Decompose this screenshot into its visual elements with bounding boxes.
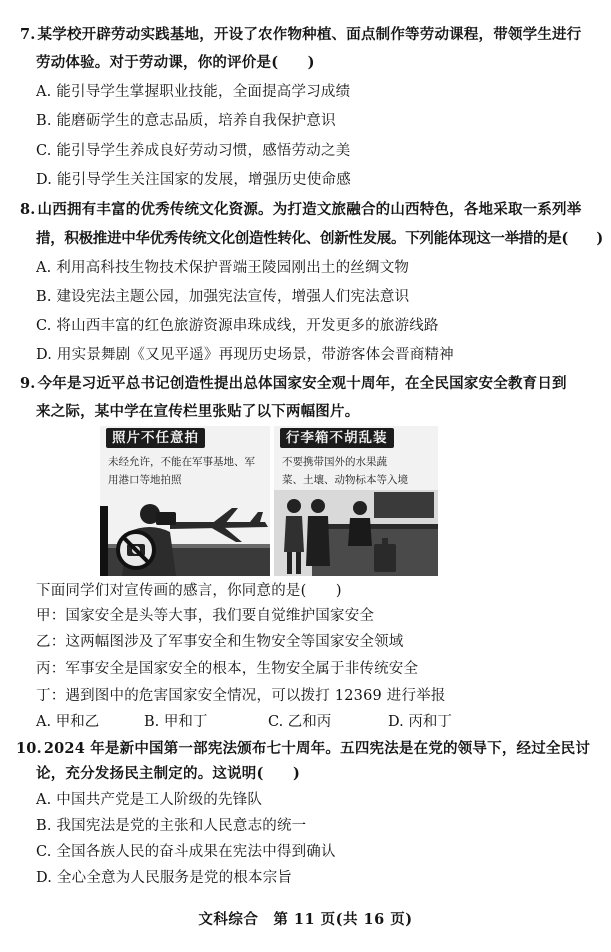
poster-right-text-2: 菜、土壤、动物标本等入境 [282,474,408,486]
page-footer: 文科综合 第 11 页(共 16 页) [198,911,413,928]
q9-statement-bing: 丙：军事安全是国家安全的根本，生物安全属于非传统安全 [36,661,419,677]
poster-right-text-1: 不要携带国外的水果蔬 [282,456,387,468]
poster-left-text-2: 用港口等地拍照 [108,474,182,486]
q10-option-d: D. 全心全意为人民服务是党的根本宗旨 [36,870,293,886]
q8-option-d: D. 用实景舞剧《又见平遥》再现历史场景，带游客体会晋商精神 [36,347,454,363]
q10-stem-text: 2024 年是新中国第一部宪法颁布七十周年。五四宪法是在党的领导下，经过全民讨 [43,740,591,757]
q9-stem-line1 [20,374,567,394]
q7-option-a: A. 能引导学生掌握职业技能，全面提高学习成绩 [36,84,351,100]
q9-choice-c: C. 乙和丙 [268,714,332,730]
poster-luggage [274,426,438,576]
q10-option-a: A. 中国共产党是工人阶级的先锋队 [36,792,263,808]
q7-stem-line2: 劳动体验。对于劳动课，你的评价是( ) [36,54,315,71]
poster-left-text-1: 未经允许，不能在军事基地、军 [108,456,255,468]
q7-option-d: D. 能引导学生关注国家的发展，增强历史使命感 [36,172,351,188]
q8-stem-line1 [20,200,581,220]
q10-option-c: C. 全国各族人民的奋斗成果在宪法中得到确认 [36,844,336,860]
q10-stem-line2: 论，充分发扬民主制定的。这说明( ) [36,765,301,782]
q8-stem-line2: 措，积极推进中华优秀传统文化创造性转化、创新性发展。下列能体现这一举措的是( ) [36,230,603,247]
q9-stem-text: 今年是习近平总书记创造性提出总体国家安全观十周年，在全民国家安全教育日到 [37,375,567,392]
q9-number: 9. [20,375,36,392]
q7-stem-text: 某学校开辟劳动实践基地，开设了农作物种植、面点制作等劳动课程，带领学生进行 [37,26,582,43]
q7-option-c: C. 能引导学生养成良好劳动习惯，感悟劳动之美 [36,143,351,159]
q9-statement-jia: 甲：国家安全是头等大事，我们要自觉维护国家安全 [36,608,375,624]
q9-choice-b: B. 甲和丁 [144,714,208,730]
q9-stem-line2: 来之际，某中学在宣传栏里张贴了以下两幅图片。 [36,403,360,420]
q9-statement-ding: 丁：遇到图中的危害国家安全情况，可以拨打 12369 进行举报 [36,688,446,704]
q9-choice-d: D. 丙和丁 [388,714,452,730]
q10-stem-line1 [16,739,590,759]
q7-option-b: B. 能磨砺学生的意志品质，培养自我保护意识 [36,113,336,129]
q8-option-c: C. 将山西丰富的红色旅游资源串珠成线，开发更多的旅游线路 [36,318,439,334]
q8-number: 8. [20,201,36,218]
poster-right-title: 行李箱不胡乱装 [280,428,394,448]
q10-option-b: B. 我国宪法是党的主张和人民意志的统一 [36,818,307,834]
q9-statement-yi: 乙：这两幅图涉及了军事安全和生物安全等国家安全领域 [36,634,404,650]
q8-option-b: B. 建设宪法主题公园，加强宪法宣传，增强人们宪法意识 [36,289,410,305]
poster-right-illustration [274,426,438,576]
q9-choices [36,712,516,732]
q7-stem-line1 [20,25,581,45]
q7-number: 7. [20,26,36,43]
q10-number: 10. [16,740,42,757]
poster-left-illustration [100,426,270,576]
q9-choice-a: A. 甲和乙 [36,714,100,730]
q9-prompt: 下面同学们对宣传画的感言，你同意的是( ) [36,583,342,599]
poster-left-title: 照片不任意拍 [106,428,205,448]
q8-stem-text: 山西拥有丰富的优秀传统文化资源。为打造文旅融合的山西特色，各地采取一系列举 [37,201,582,218]
q8-option-a: A. 利用高科技生物技术保护晋端王陵园刚出土的丝绸文物 [36,260,410,276]
poster-no-photography [100,426,270,576]
